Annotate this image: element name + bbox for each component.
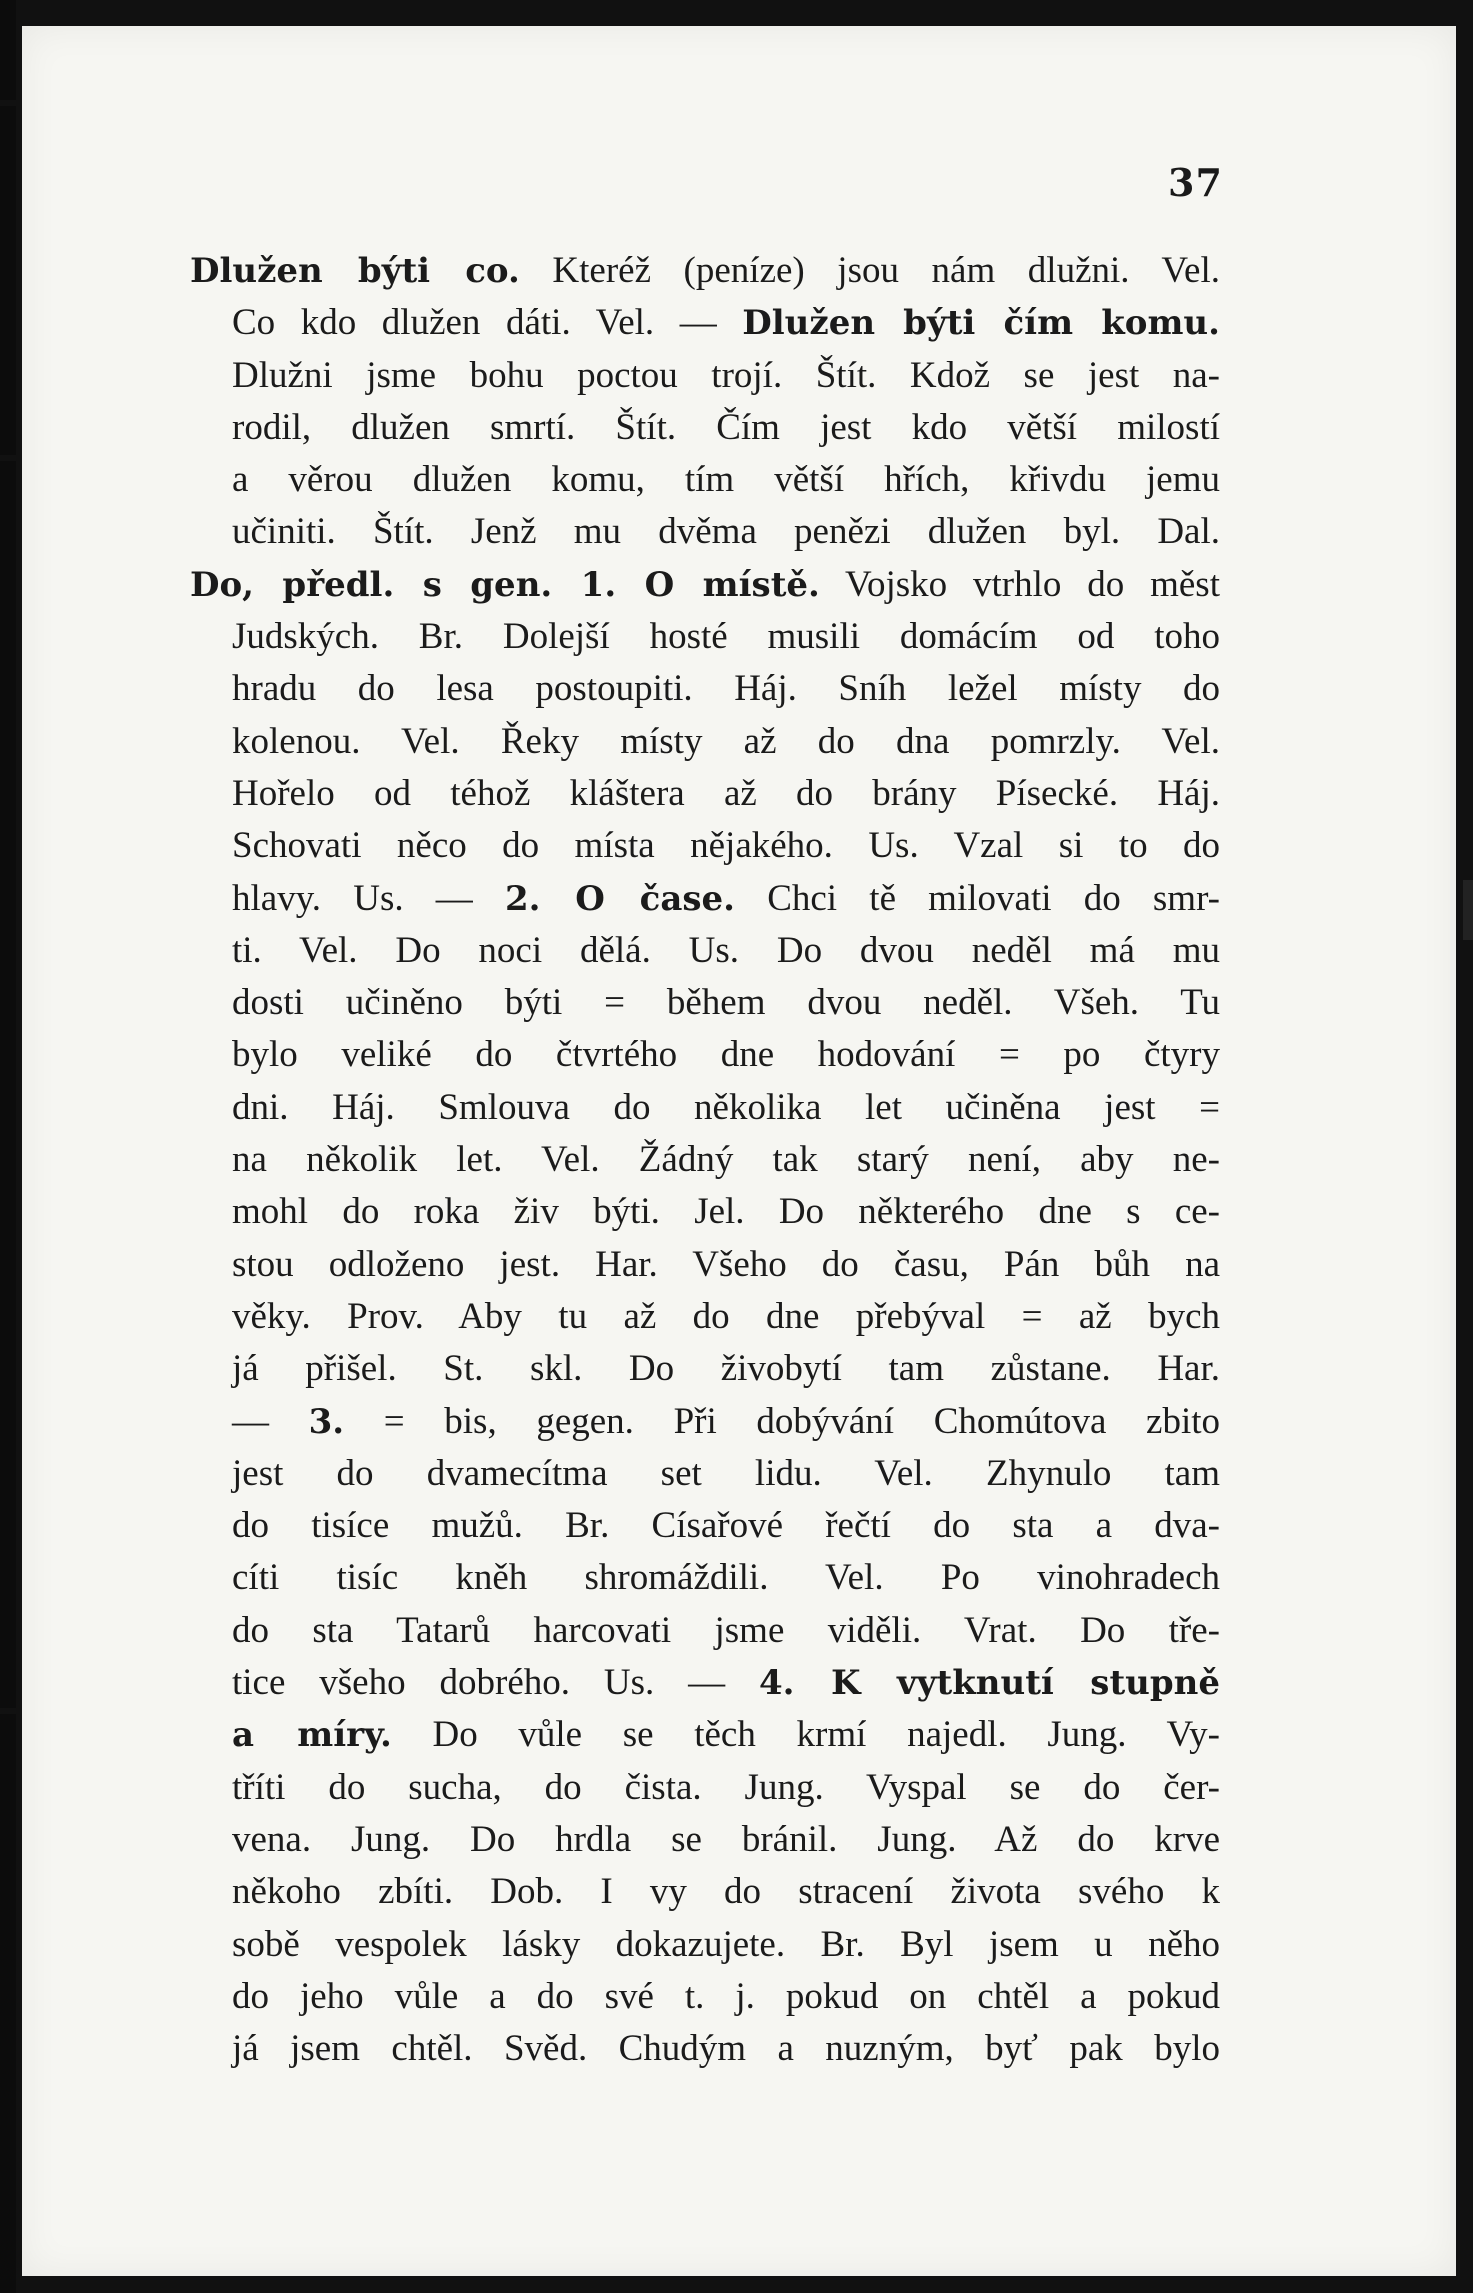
- bold-heading-text: Dlužen býti co.: [190, 251, 520, 291]
- text-segment: mohl do roka živ býti. Jel. Do některého dne s ce-: [232, 1191, 1220, 1233]
- text-line: [190, 402, 1220, 454]
- text-line: [190, 1291, 1220, 1343]
- margin-mark: [1463, 880, 1473, 940]
- bold-heading-text: 2. O čase.: [505, 878, 736, 919]
- text-line: [190, 1029, 1220, 1081]
- text-line: [190, 1657, 1220, 1709]
- text-line: [190, 611, 1220, 663]
- text-segment: Chci tě milovati do smr-: [735, 877, 1220, 919]
- text-line: [190, 1239, 1220, 1291]
- text-segment: někoho zbíti. Dob. I vy do stracení života svého k: [232, 1871, 1220, 1913]
- text-segment: stou odloženo jest. Har. Všeho do času, Pán bůh na: [232, 1243, 1220, 1285]
- text-line: [190, 1919, 1220, 1971]
- text-line: [190, 1709, 1220, 1761]
- bold-heading-text: Dlužen býti čím komu.: [742, 303, 1220, 344]
- text-segment: = bis, gegen. Při dobývání Chomútova zbito: [344, 1400, 1220, 1442]
- text-segment: ti. Vel. Do noci dělá. Us. Do dvou neděl má mu: [232, 929, 1220, 971]
- text-line: [190, 1814, 1220, 1866]
- text-line: [190, 454, 1220, 506]
- text-segment: vena. Jung. Do hrdla se bránil. Jung. Až do krve: [232, 1818, 1220, 1860]
- text-line: [190, 1866, 1220, 1918]
- text-line: [190, 350, 1220, 402]
- text-segment: Co kdo dlužen dáti. Vel. —: [232, 302, 743, 344]
- text-segment: —: [232, 1400, 309, 1442]
- text-segment: Judských. Br. Dolejší hosté musili domácím od toho: [232, 616, 1220, 658]
- text-segment: jest do dvamecítma set lidu. Vel. Zhynulo tam: [232, 1452, 1220, 1494]
- text-segment: tříti do sucha, do čista. Jung. Vyspal se do čer-: [232, 1766, 1220, 1808]
- page-number: 37: [1168, 160, 1223, 205]
- text-segment: rodil, dlužen smrtí. Štít. Čím jest kdo větší milostí: [232, 406, 1220, 448]
- text-segment: a věrou dlužen komu, tím větší hřích, křivdu jemu: [232, 459, 1220, 501]
- text-line: [190, 1186, 1220, 1238]
- text-line: [190, 1082, 1220, 1134]
- text-line: [190, 977, 1220, 1029]
- text-line: [190, 1343, 1220, 1395]
- text-line: [190, 1448, 1220, 1500]
- bold-heading-text: 4. K vytknutí stupně: [759, 1663, 1220, 1704]
- text-line: [190, 768, 1220, 820]
- text-segment: já přišel. St. skl. Do živobytí tam zůstane. Har.: [232, 1348, 1220, 1390]
- text-segment: tice všeho dobrého. Us. —: [232, 1662, 760, 1704]
- text-line: [190, 873, 1220, 925]
- text-segment: kolenou. Vel. Řeky místy až do dna pomrzly. Vel.: [232, 720, 1220, 762]
- text-line: [190, 559, 1220, 611]
- text-segment: na několik let. Vel. Žádný tak starý není, aby ne-: [232, 1139, 1220, 1181]
- text-line: [190, 663, 1220, 715]
- text-line: [190, 1552, 1220, 1604]
- text-line: [190, 506, 1220, 558]
- text-line: [190, 1396, 1220, 1448]
- text-segment: hradu do lesa postoupiti. Háj. Sníh ležel místy do: [232, 668, 1220, 710]
- text-segment: Schovati něco do místa nějakého. Us. Vzal si to do: [232, 825, 1220, 867]
- text-line: [190, 820, 1220, 872]
- binding-edge: [0, 0, 16, 2293]
- text-line: [190, 2023, 1220, 2075]
- text-segment: hlavy. Us. —: [232, 877, 505, 919]
- text-line: [190, 1500, 1220, 1552]
- text-line: [190, 1762, 1220, 1814]
- bold-heading-text: Do, předl. s gen. 1. O místě.: [190, 564, 820, 605]
- text-line: [190, 245, 1220, 297]
- text-line: [190, 925, 1220, 977]
- text-segment: Hořelo od téhož kláštera až do brány Písecké. Háj.: [232, 772, 1220, 814]
- text-segment: věky. Prov. Aby tu až do dne přebýval = až bych: [232, 1295, 1220, 1337]
- text-line: [190, 1134, 1220, 1186]
- text-segment: Dlužni jsme bohu poctou trojí. Štít. Kdož se jest na-: [232, 354, 1220, 396]
- text-segment: Kteréž (peníze) jsou nám dlužni. Vel.: [519, 250, 1220, 291]
- text-segment: Vojsko vtrhlo do měst: [819, 563, 1220, 605]
- text-segment: učiniti. Štít. Jenž mu dvěma penězi dlužen byl. Dal.: [232, 511, 1220, 553]
- text-line: [190, 1605, 1220, 1657]
- text-segment: dni. Háj. Smlouva do několika let učiněna jest =: [232, 1086, 1220, 1128]
- text-segment: do jeho vůle a do své t. j. pokud on chtěl a pokud: [232, 1975, 1220, 2017]
- body-text: [190, 245, 1220, 2075]
- text-segment: do sta Tatarů harcovati jsme viděli. Vrat. Do tře-: [232, 1609, 1220, 1651]
- text-line: [190, 716, 1220, 768]
- text-segment: Do vůle se těch krmí najedl. Jung. Vy-: [391, 1714, 1220, 1756]
- text-line: [190, 1971, 1220, 2023]
- bold-heading-text: a míry.: [232, 1715, 392, 1756]
- text-segment: cíti tisíc kněh shromáždili. Vel. Po vinohradech: [232, 1557, 1220, 1599]
- text-segment: sobě vespolek lásky dokazujete. Br. Byl jsem u něho: [232, 1923, 1220, 1965]
- text-segment: já jsem chtěl. Svěd. Chudým a nuzným, byť pak bylo: [232, 2028, 1220, 2070]
- text-segment: bylo veliké do čtvrtého dne hodování = po čtyry: [232, 1034, 1220, 1076]
- text-line: [190, 297, 1220, 349]
- text-segment: dosti učiněno býti = během dvou neděl. Všeh. Tu: [232, 982, 1220, 1024]
- text-segment: do tisíce mužů. Br. Císařové řečtí do sta a dva-: [232, 1505, 1220, 1547]
- bold-heading-text: 3.: [308, 1401, 345, 1442]
